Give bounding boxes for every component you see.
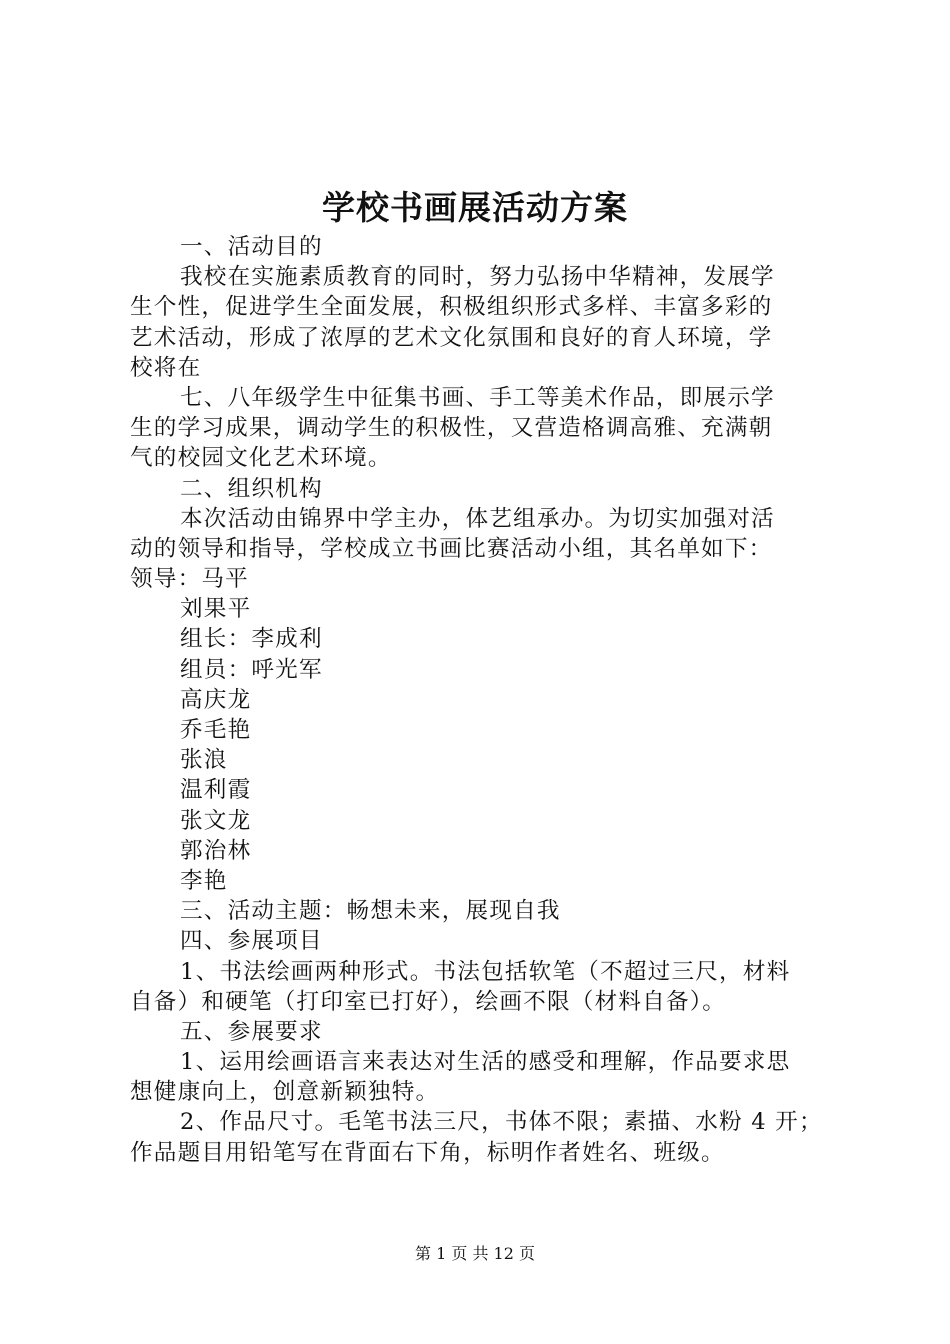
body-line: 艺术活动，形成了浓厚的艺术文化氛围和良好的育人环境，学 (130, 324, 773, 351)
body-line: 组员：呼光军 (180, 656, 323, 683)
body-line: 1、书法绘画两种形式。书法包括软笔（不超过三尺，材料 (180, 958, 791, 985)
body-line: 李艳 (180, 867, 228, 894)
body-line: 四、参展项目 (180, 928, 323, 955)
body-line: 张浪 (180, 747, 228, 774)
body-line: 高庆龙 (180, 686, 252, 713)
body-line: 1、运用绘画语言来表达对生活的感受和理解，作品要求思 (180, 1049, 791, 1076)
body-line: 五、参展要求 (180, 1018, 323, 1045)
body-line: 自备）和硬笔（打印室已打好），绘画不限（材料自备）。 (130, 988, 727, 1015)
body-line: 一、活动目的 (180, 234, 323, 260)
body-line: 我校在实施素质教育的同时，努力弘扬中华精神，发展学 (180, 264, 775, 291)
body-line: 组长：李成利 (180, 626, 323, 653)
body-line: 作品题目用铅笔写在背面右下角，标明作者姓名、班级。 (130, 1139, 725, 1166)
body-line: 温利霞 (180, 777, 252, 804)
body-line: 张文龙 (180, 807, 252, 834)
document-body (130, 232, 830, 1168)
body-line: 七、八年级学生中征集书画、手工等美术作品，即展示学 (180, 384, 775, 411)
body-line: 刘果平 (180, 596, 252, 623)
body-line: 想健康向上，创意新颖独特。 (130, 1079, 440, 1106)
document-title: 学校书画展活动方案 (322, 188, 628, 227)
page-footer: 第 1 页 共 12 页 (415, 1244, 535, 1263)
body-line: 三、活动主题：畅想未来，展现自我 (180, 898, 561, 925)
body-line: 郭治林 (180, 837, 252, 864)
body-line: 领导：马平 (130, 566, 249, 593)
body-line: 本次活动由锦界中学主办，体艺组承办。为切实加强对活 (180, 505, 775, 532)
body-line: 生个性，促进学生全面发展，积极组织形式多样、丰富多彩的 (130, 294, 773, 321)
body-line: 乔毛艳 (180, 717, 252, 743)
body-line: 2、作品尺寸。毛笔书法三尺，书体不限；素描、水粉 4 开； (180, 1109, 823, 1136)
body-line: 生的学习成果，调动学生的积极性，又营造格调高雅、充满朝 (130, 415, 773, 442)
body-line: 二、组织机构 (180, 475, 323, 502)
body-line: 校将在 (130, 354, 202, 381)
body-line: 气的校园文化艺术环境。 (130, 445, 392, 472)
body-line: 动的领导和指导，学校成立书画比赛活动小组，其名单如下： (130, 535, 773, 562)
